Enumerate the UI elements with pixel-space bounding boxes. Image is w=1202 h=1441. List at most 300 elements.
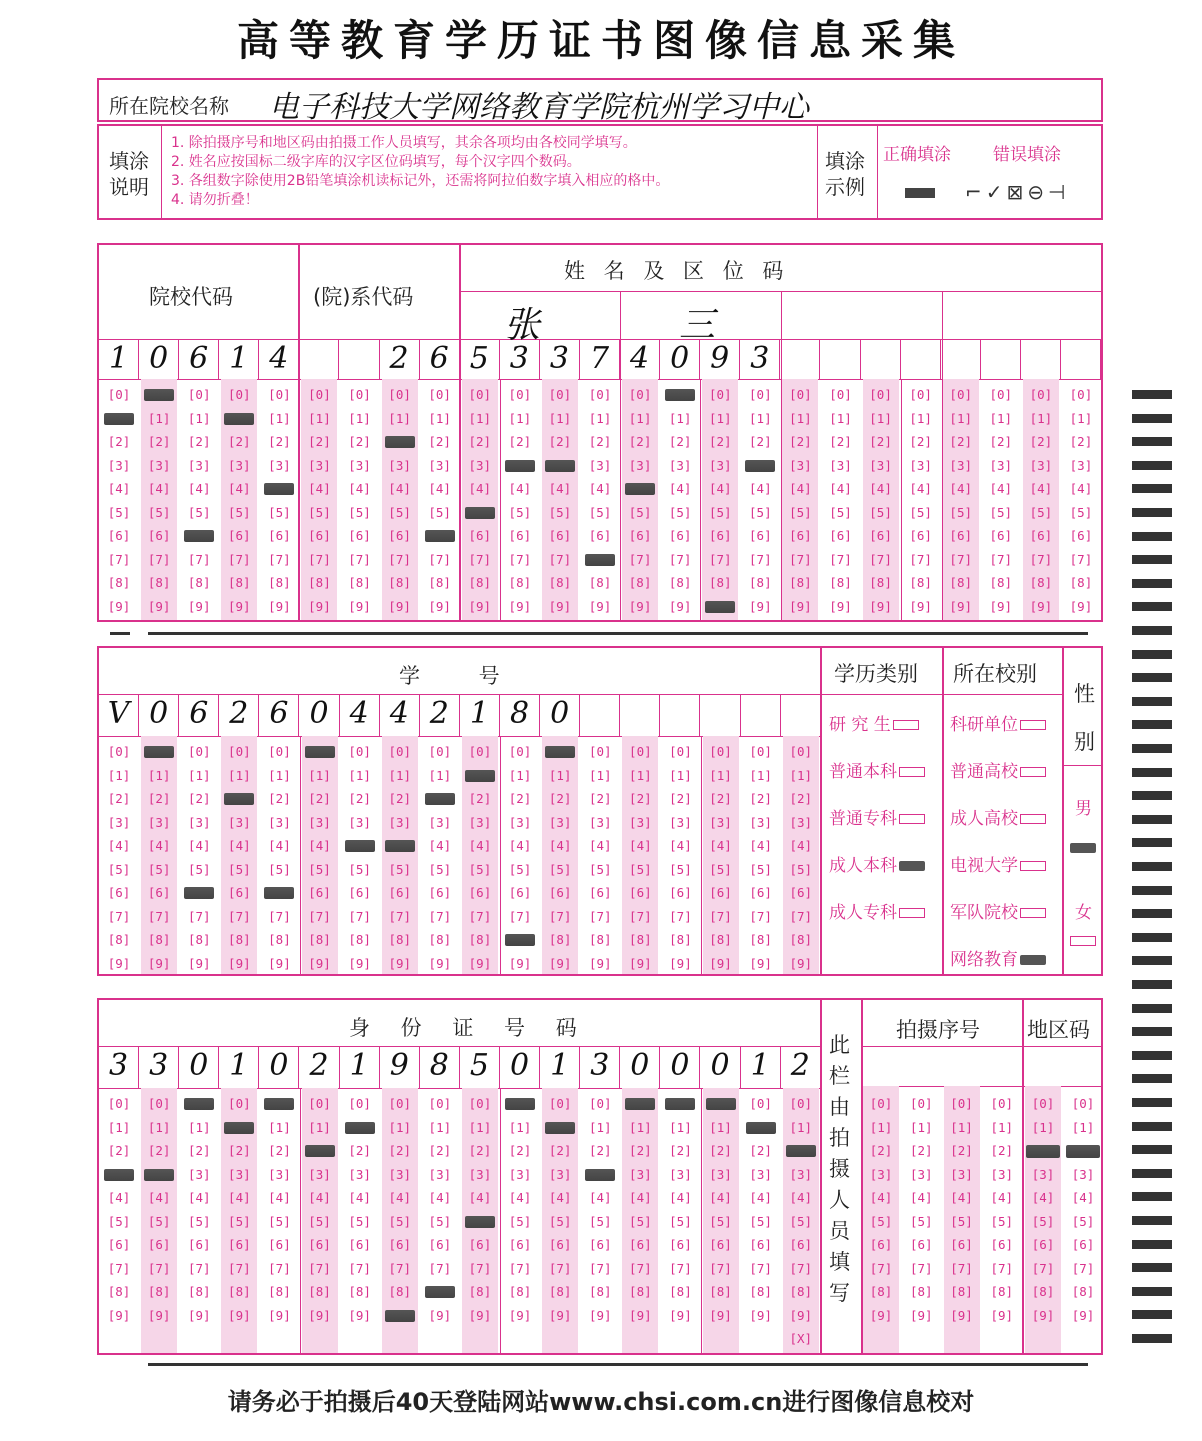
bubble-7[interactable]: [7]	[227, 551, 251, 567]
bubble-8[interactable]: [8]	[348, 1284, 371, 1299]
bubble-1[interactable]	[224, 413, 254, 425]
bubble-1[interactable]	[545, 1122, 575, 1134]
bubble-8[interactable]: [8]	[789, 932, 813, 947]
bubble-7[interactable]: [7]	[869, 1260, 893, 1276]
bubble-4[interactable]: [4]	[268, 838, 291, 853]
bubble-7[interactable]: [7]	[147, 1260, 171, 1276]
bubble-8[interactable]: [8]	[388, 1284, 412, 1299]
bubble-4[interactable]: [4]	[508, 838, 532, 853]
digit-cell[interactable]: 4	[259, 339, 299, 379]
bubble-5[interactable]: [5]	[869, 1213, 893, 1229]
bubble-5[interactable]: [5]	[468, 861, 492, 877]
bubble-6[interactable]: [6]	[749, 885, 772, 900]
bubble-9[interactable]: [9]	[629, 1307, 652, 1323]
bubble-8[interactable]: [8]	[709, 932, 732, 947]
bubble-2[interactable]: [2]	[829, 434, 852, 449]
bubble-0[interactable]: [0]	[268, 387, 291, 402]
bubble-6[interactable]: [6]	[1029, 528, 1053, 543]
bubble-3[interactable]: [3]	[548, 814, 572, 830]
bubble-3[interactable]: [3]	[789, 814, 813, 830]
bubble-8[interactable]: [8]	[588, 575, 612, 590]
bubble-0[interactable]: [0]	[107, 387, 131, 402]
bubble-9[interactable]: [9]	[107, 1307, 131, 1323]
bubble-6[interactable]	[184, 887, 214, 899]
bubble-3[interactable]: [3]	[909, 1166, 933, 1182]
bubble-1[interactable]: [1]	[989, 410, 1013, 426]
bubble-5[interactable]: [5]	[147, 504, 171, 520]
bubble-2[interactable]	[1026, 1145, 1060, 1158]
bubble-8[interactable]: [8]	[1031, 1284, 1055, 1299]
bubble-7[interactable]: [7]	[107, 1260, 131, 1276]
bubble-5[interactable]: [5]	[308, 861, 331, 877]
bubble-1[interactable]: [1]	[789, 1119, 813, 1135]
bubble-3[interactable]: [3]	[388, 457, 411, 473]
digit-cell[interactable]	[861, 339, 901, 379]
bubble-0[interactable]: [0]	[909, 387, 932, 402]
bubble-5[interactable]: [5]	[708, 504, 732, 520]
bubble-4[interactable]: [4]	[388, 1190, 412, 1205]
bubble-6[interactable]: [6]	[989, 528, 1013, 543]
bubble-9[interactable]: [9]	[709, 955, 732, 971]
digit-cell[interactable]	[741, 694, 781, 736]
bubble-2[interactable]: [2]	[789, 791, 813, 806]
bubble-2[interactable]: [2]	[548, 791, 572, 806]
bubble-8[interactable]: [8]	[749, 575, 772, 590]
bubble-8[interactable]	[425, 1286, 455, 1298]
bubble-5[interactable]: [5]	[548, 861, 572, 877]
bubble-9[interactable]: [9]	[187, 598, 211, 614]
digit-cell[interactable]: 0	[500, 1046, 540, 1088]
bubble-5[interactable]: [5]	[428, 504, 451, 520]
bubble-9[interactable]: [9]	[308, 1307, 331, 1323]
bubble-7[interactable]: [7]	[749, 551, 772, 567]
bubble-6[interactable]: [6]	[548, 885, 572, 900]
bubble-2[interactable]: [2]	[548, 1143, 572, 1158]
bubble-3[interactable]: [3]	[228, 814, 251, 830]
bubble-9[interactable]: [9]	[348, 598, 371, 614]
bubble-9[interactable]: [9]	[187, 1307, 211, 1323]
bubble-9[interactable]: [9]	[588, 598, 612, 614]
digit-cell[interactable]: 7	[580, 339, 620, 379]
bubble-6[interactable]: [6]	[268, 1237, 291, 1252]
bubble-8[interactable]: [8]	[548, 932, 572, 947]
bubble-8[interactable]: [8]	[147, 575, 171, 590]
bubble-6[interactable]: [6]	[308, 885, 331, 900]
bubble-4[interactable]: [4]	[468, 481, 492, 496]
bubble-3[interactable]: [3]	[107, 457, 131, 473]
bubble-9[interactable]: [9]	[749, 1307, 772, 1323]
bubble-0[interactable]: [0]	[468, 744, 492, 759]
bubble-9[interactable]: [9]	[989, 598, 1013, 614]
digit-cell[interactable]	[820, 339, 860, 379]
bubble-6[interactable]: [6]	[789, 1237, 813, 1252]
bubble-4[interactable]: [4]	[468, 838, 492, 853]
bubble-4[interactable]: [4]	[789, 481, 812, 496]
bubble-2[interactable]: [2]	[308, 434, 331, 449]
bubble-9[interactable]: [9]	[548, 955, 572, 971]
bubble-6[interactable]: [6]	[829, 528, 852, 543]
bubble-9[interactable]: [9]	[548, 1307, 572, 1323]
digit-cell[interactable]: 3	[99, 1046, 139, 1088]
bubble-2[interactable]: [2]	[268, 791, 291, 806]
bubble-0[interactable]: [0]	[708, 387, 732, 402]
bubble-1[interactable]: [1]	[228, 767, 251, 783]
digit-cell[interactable]: 2	[300, 1046, 340, 1088]
bubble-0[interactable]: [0]	[107, 1096, 131, 1111]
bubble-2[interactable]: [2]	[388, 1143, 412, 1158]
bubble-0[interactable]: [0]	[388, 1096, 412, 1111]
bubble-8[interactable]: [8]	[468, 932, 492, 947]
bubble-5[interactable]: [5]	[909, 1213, 933, 1229]
bubble-1[interactable]: [1]	[308, 410, 331, 426]
bubble-5[interactable]: [5]	[388, 1213, 412, 1229]
bubble-5[interactable]: [5]	[789, 1213, 813, 1229]
bubble-5[interactable]: [5]	[1029, 504, 1053, 520]
bubble-3[interactable]: [3]	[869, 1166, 893, 1182]
bubble-7[interactable]: [7]	[588, 1260, 612, 1276]
bubble-0[interactable]: [0]	[588, 387, 612, 402]
bubble-1[interactable]: [1]	[588, 1119, 612, 1135]
bubble-3[interactable]: [3]	[268, 457, 291, 473]
bubble-5[interactable]: [5]	[629, 861, 652, 877]
bubble-5[interactable]: [5]	[147, 1213, 171, 1229]
bubble-6[interactable]: [6]	[468, 528, 492, 543]
bubble-7[interactable]: [7]	[709, 908, 732, 924]
bubble-5[interactable]: [5]	[428, 1213, 452, 1229]
bubble-9[interactable]	[705, 601, 735, 613]
bubble-9[interactable]: [9]	[187, 955, 211, 971]
bubble-0[interactable]	[144, 389, 174, 401]
bubble-7[interactable]	[585, 554, 615, 566]
bubble-1[interactable]: [1]	[187, 1119, 211, 1135]
bubble-0[interactable]: [0]	[1029, 387, 1053, 402]
bubble-4[interactable]: [4]	[428, 838, 452, 853]
bubble-6[interactable]: [6]	[107, 1237, 131, 1252]
bubble-9[interactable]: [9]	[107, 955, 131, 971]
bubble-5[interactable]: [5]	[107, 504, 131, 520]
bubble-6[interactable]: [6]	[428, 1237, 452, 1252]
bubble-2[interactable]: [2]	[348, 434, 371, 449]
bubble-0[interactable]: [0]	[227, 387, 251, 402]
bubble-7[interactable]: [7]	[388, 551, 411, 567]
bubble-6[interactable]: [6]	[1069, 528, 1093, 543]
bubble-7[interactable]: [7]	[308, 1260, 331, 1276]
digit-cell[interactable]	[780, 339, 820, 379]
bubble-1[interactable]: [1]	[869, 1119, 893, 1135]
bubble-2[interactable]: [2]	[268, 434, 291, 449]
bubble-8[interactable]: [8]	[388, 932, 412, 947]
digit-cell[interactable]: 0	[660, 1046, 700, 1088]
bubble-2[interactable]: [2]	[147, 1143, 171, 1158]
bubble-5[interactable]: [5]	[1069, 504, 1093, 520]
bubble-7[interactable]: [7]	[628, 551, 652, 567]
bubble-4[interactable]: [4]	[1071, 1190, 1095, 1205]
bubble-7[interactable]: [7]	[508, 551, 532, 567]
digit-cell[interactable]: 9	[700, 339, 740, 379]
bubble-1[interactable]: [1]	[268, 1119, 291, 1135]
bubble-9[interactable]: [9]	[147, 1307, 171, 1323]
bubble-3[interactable]: [3]	[268, 1166, 291, 1182]
edu-type-option-bubble[interactable]	[893, 720, 919, 730]
bubble-1[interactable]: [1]	[990, 1119, 1014, 1135]
bubble-0[interactable]: [0]	[548, 1096, 572, 1111]
school-type-option[interactable]	[950, 851, 1046, 876]
bubble-7[interactable]: [7]	[668, 551, 692, 567]
bubble-3[interactable]: [3]	[869, 457, 892, 473]
bubble-5[interactable]: [5]	[308, 1213, 331, 1229]
bubble-5[interactable]: [5]	[749, 861, 772, 877]
bubble-7[interactable]: [7]	[468, 908, 492, 924]
digit-cell[interactable]	[901, 339, 941, 379]
bubble-2[interactable]: [2]	[147, 434, 171, 449]
bubble-5[interactable]: [5]	[629, 1213, 652, 1229]
bubble-5[interactable]: [5]	[950, 1213, 973, 1229]
bubble-1[interactable]: [1]	[187, 767, 211, 783]
bubble-3[interactable]: [3]	[1069, 457, 1093, 473]
bubble-2[interactable]: [2]	[588, 791, 612, 806]
bubble-4[interactable]: [4]	[548, 838, 572, 853]
bubble-0[interactable]: [0]	[348, 387, 371, 402]
bubble-1[interactable]: [1]	[147, 410, 171, 426]
bubble-9[interactable]: [9]	[268, 955, 291, 971]
digit-cell[interactable]	[941, 339, 981, 379]
bubble-0[interactable]: [0]	[147, 1096, 171, 1111]
bubble-8[interactable]: [8]	[147, 932, 171, 947]
bubble-8[interactable]: [8]	[990, 1284, 1014, 1299]
bubble-2[interactable]: [2]	[749, 434, 772, 449]
bubble-6[interactable]: [6]	[949, 528, 972, 543]
bubble-2[interactable]	[305, 1145, 335, 1157]
bubble-2[interactable]: [2]	[709, 1143, 732, 1158]
bubble-0[interactable]	[706, 1098, 736, 1110]
digit-cell[interactable]: 0	[620, 1046, 660, 1088]
bubble-3[interactable]: [3]	[348, 814, 371, 830]
bubble-5[interactable]: [5]	[348, 861, 371, 877]
digit-cell[interactable]: 8	[420, 1046, 460, 1088]
bubble-6[interactable]: [6]	[709, 885, 732, 900]
bubble-6[interactable]: [6]	[1071, 1237, 1095, 1252]
bubble-1[interactable]: [1]	[628, 410, 652, 426]
bubble-7[interactable]: [7]	[909, 1260, 933, 1276]
digit-cell[interactable]: 1	[460, 694, 500, 736]
bubble-7[interactable]: [7]	[629, 908, 652, 924]
bubble-5[interactable]: [5]	[1071, 1213, 1095, 1229]
bubble-6[interactable]: [6]	[227, 528, 251, 543]
bubble-0[interactable]	[305, 746, 335, 758]
bubble-0[interactable]: [0]	[990, 1096, 1014, 1111]
digit-cell[interactable]: 3	[580, 1046, 620, 1088]
bubble-1[interactable]: [1]	[629, 1119, 652, 1135]
bubble-3[interactable]: [3]	[187, 457, 211, 473]
bubble-0[interactable]: [0]	[949, 387, 972, 402]
bubble-7[interactable]: [7]	[669, 908, 692, 924]
digit-cell[interactable]: 3	[139, 1046, 179, 1088]
bubble-1[interactable]: [1]	[388, 1119, 412, 1135]
bubble-9[interactable]: [9]	[147, 598, 171, 614]
bubble-4[interactable]: [4]	[669, 1190, 692, 1205]
school-type-option-bubble[interactable]	[1020, 955, 1046, 965]
bubble-5[interactable]	[465, 1216, 495, 1228]
bubble-2[interactable]: [2]	[228, 1143, 251, 1158]
bubble-3[interactable]: [3]	[789, 457, 812, 473]
bubble-5[interactable]: [5]	[548, 504, 572, 520]
bubble-5[interactable]: [5]	[107, 1213, 131, 1229]
bubble-8[interactable]: [8]	[147, 1284, 171, 1299]
bubble-8[interactable]: [8]	[789, 575, 812, 590]
bubble-8[interactable]: [8]	[508, 575, 532, 590]
bubble-6[interactable]: [6]	[629, 885, 652, 900]
bubble-5[interactable]: [5]	[508, 861, 532, 877]
bubble-7[interactable]: [7]	[187, 908, 211, 924]
bubble-6[interactable]: [6]	[789, 528, 812, 543]
bubble-2[interactable]	[385, 436, 415, 448]
bubble-6[interactable]: [6]	[308, 1237, 331, 1252]
digit-cell[interactable]: 6	[420, 339, 460, 379]
bubble-5[interactable]: [5]	[669, 861, 692, 877]
bubble-2[interactable]: [2]	[227, 434, 251, 449]
bubble-8[interactable]: [8]	[669, 1284, 692, 1299]
bubble-5[interactable]: [5]	[789, 861, 813, 877]
bubble-3[interactable]: [3]	[990, 1166, 1014, 1182]
bubble-2[interactable]: [2]	[668, 434, 692, 449]
bubble-9[interactable]: [9]	[348, 955, 371, 971]
bubble-6[interactable]: [6]	[628, 528, 652, 543]
bubble-2[interactable]: [2]	[990, 1143, 1014, 1158]
bubble-4[interactable]: [4]	[588, 838, 612, 853]
bubble-1[interactable]: [1]	[508, 1119, 532, 1135]
bubble-7[interactable]: [7]	[388, 1260, 412, 1276]
bubble-8[interactable]: [8]	[187, 575, 211, 590]
bubble-1[interactable]: [1]	[348, 410, 371, 426]
bubble-3[interactable]	[104, 1169, 134, 1181]
bubble-8[interactable]: [8]	[107, 575, 131, 590]
bubble-9[interactable]: [9]	[990, 1307, 1014, 1323]
edu-type-option[interactable]	[829, 898, 925, 923]
bubble-4[interactable]: [4]	[228, 838, 251, 853]
bubble-5[interactable]: [5]	[749, 504, 772, 520]
bubble-9[interactable]: [9]	[789, 598, 812, 614]
bubble-3[interactable]: [3]	[950, 1166, 973, 1182]
bubble-2[interactable]: [2]	[629, 1143, 652, 1158]
bubble-2[interactable]: [2]	[869, 1143, 893, 1158]
bubble-7[interactable]: [7]	[1069, 551, 1093, 567]
bubble-4[interactable]: [4]	[588, 481, 612, 496]
bubble-7[interactable]: [7]	[709, 1260, 732, 1276]
bubble-8[interactable]: [8]	[708, 575, 732, 590]
bubble-8[interactable]: [8]	[869, 575, 892, 590]
bubble-2[interactable]: [2]	[909, 1143, 933, 1158]
bubble-9[interactable]	[385, 1310, 415, 1322]
bubble-0[interactable]	[505, 1098, 535, 1110]
bubble-9[interactable]: [9]	[909, 1307, 933, 1323]
bubble-4[interactable]: [4]	[308, 481, 331, 496]
bubble-1[interactable]: [1]	[388, 767, 412, 783]
bubble-5[interactable]: [5]	[588, 504, 612, 520]
digit-cell[interactable]	[660, 694, 700, 736]
bubble-2[interactable]: [2]	[388, 791, 412, 806]
bubble-1[interactable]	[746, 1122, 776, 1134]
bubble-9[interactable]: [9]	[428, 1307, 452, 1323]
bubble-3[interactable]: [3]	[428, 814, 452, 830]
bubble-8[interactable]: [8]	[789, 1284, 813, 1299]
bubble-6[interactable]: [6]	[588, 528, 612, 543]
bubble-5[interactable]: [5]	[308, 504, 331, 520]
bubble-7[interactable]: [7]	[1029, 551, 1053, 567]
bubble-0[interactable]: [0]	[950, 1096, 973, 1111]
bubble-2[interactable]	[425, 793, 455, 805]
bubble-6[interactable]: [6]	[669, 885, 692, 900]
bubble-4[interactable]: [4]	[869, 481, 892, 496]
bubble-9[interactable]: [9]	[1031, 1307, 1055, 1323]
bubble-7[interactable]: [7]	[669, 1260, 692, 1276]
bubble-7[interactable]: [7]	[829, 551, 852, 567]
bubble-4[interactable]: [4]	[508, 481, 532, 496]
bubble-0[interactable]: [0]	[588, 744, 612, 759]
bubble-0[interactable]: [0]	[428, 744, 452, 759]
digit-cell[interactable]: 9	[380, 1046, 420, 1088]
bubble-0[interactable]: [0]	[629, 744, 652, 759]
bubble-6[interactable]	[184, 530, 214, 542]
bubble-8[interactable]: [8]	[749, 932, 772, 947]
bubble-6[interactable]: [6]	[228, 1237, 251, 1252]
bubble-5[interactable]: [5]	[949, 504, 972, 520]
bubble-6[interactable]: [6]	[669, 1237, 692, 1252]
bubble-2[interactable]: [2]	[508, 791, 532, 806]
bubble-4[interactable]: [4]	[508, 1190, 532, 1205]
bubble-9[interactable]: [9]	[789, 1307, 813, 1323]
bubble-1[interactable]: [1]	[147, 767, 171, 783]
bubble-8[interactable]: [8]	[227, 575, 251, 590]
bubble-8[interactable]: [8]	[187, 932, 211, 947]
bubble-8[interactable]: [8]	[228, 1284, 251, 1299]
bubble-2[interactable]: [2]	[107, 791, 131, 806]
bubble-4[interactable]: [4]	[107, 838, 131, 853]
bubble-4[interactable]: [4]	[1031, 1190, 1055, 1205]
bubble-4[interactable]: [4]	[989, 481, 1013, 496]
bubble-1[interactable]: [1]	[348, 767, 371, 783]
school-type-option[interactable]	[950, 898, 1046, 923]
bubble-4[interactable]: [4]	[669, 838, 692, 853]
digit-cell[interactable]: V	[99, 694, 139, 736]
bubble-8[interactable]: [8]	[949, 575, 972, 590]
edu-type-option-bubble[interactable]	[899, 908, 925, 918]
bubble-9[interactable]: [9]	[588, 955, 612, 971]
bubble-9[interactable]: [9]	[829, 598, 852, 614]
bubble-7[interactable]: [7]	[468, 1260, 492, 1276]
bubble-5[interactable]: [5]	[709, 861, 732, 877]
bubble-4[interactable]: [4]	[1029, 481, 1053, 496]
bubble-0[interactable]	[665, 1098, 695, 1110]
bubble-3[interactable]: [3]	[388, 1166, 412, 1182]
bubble-1[interactable]: [1]	[829, 410, 852, 426]
bubble-2[interactable]: [2]	[709, 791, 732, 806]
bubble-3[interactable]: [3]	[709, 814, 732, 830]
bubble-3[interactable]: [3]	[629, 1166, 652, 1182]
digit-cell[interactable]	[981, 339, 1021, 379]
bubble-3[interactable]: [3]	[227, 457, 251, 473]
bubble-2[interactable]: [2]	[147, 791, 171, 806]
bubble-3[interactable]: [3]	[548, 1166, 572, 1182]
bubble-9[interactable]: [9]	[468, 955, 492, 971]
bubble-7[interactable]: [7]	[228, 908, 251, 924]
bubble-1[interactable]: [1]	[508, 767, 532, 783]
bubble-9[interactable]: [9]	[588, 1307, 612, 1323]
bubble-8[interactable]: [8]	[508, 1284, 532, 1299]
bubble-6[interactable]: [6]	[990, 1237, 1014, 1252]
bubble-4[interactable]: [4]	[629, 838, 652, 853]
bubble-7[interactable]: [7]	[949, 551, 972, 567]
bubble-5[interactable]: [5]	[829, 504, 852, 520]
